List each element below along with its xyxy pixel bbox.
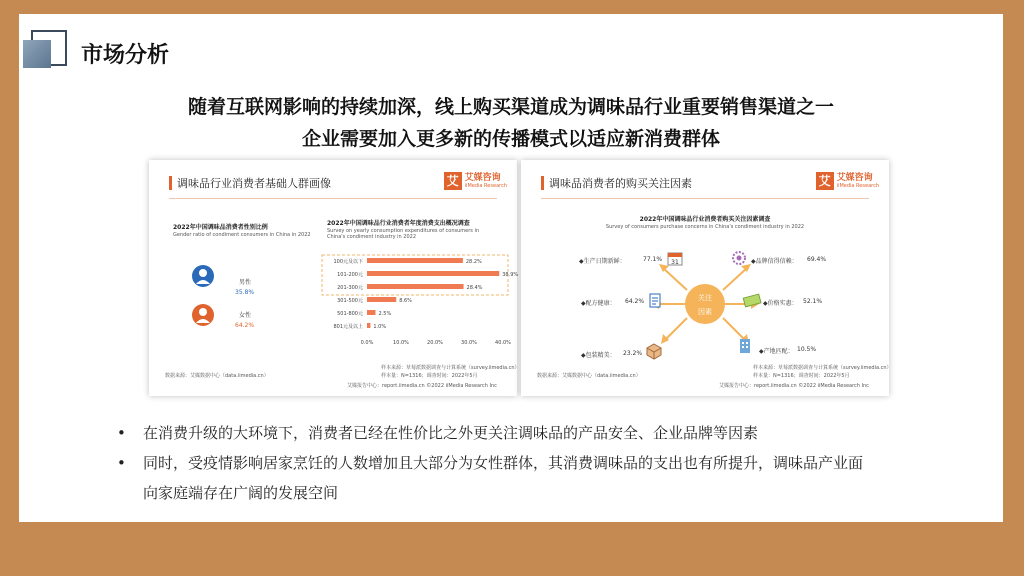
left-footer-note1: 样本来源：草莓派数据调查与计算系统（survey.iimedia.cn） xyxy=(381,365,520,371)
bar xyxy=(367,297,396,302)
money-icon xyxy=(743,292,761,308)
bar-category-label: 101-200元 xyxy=(337,272,363,278)
factor-freshness-label: ◆生产日期新鲜： xyxy=(579,258,626,265)
bar-category-label: 301-500元 xyxy=(337,298,363,304)
right-footer: 艾媒报告中心：report.iimedia.cn ©2022 iiMedia Research Inc xyxy=(719,383,869,389)
gear-icon xyxy=(731,250,747,266)
bullet-dot: • xyxy=(117,424,126,442)
bar xyxy=(367,310,376,315)
card-title-accent xyxy=(541,176,544,190)
right-source: 数据来源：艾媒数据中心（data.iimedia.cn） xyxy=(537,373,641,379)
bar-chart-subtitle: Survey on yearly consumption expenditures of consumers in China's condiment industry in 2022 xyxy=(327,228,480,240)
bullet-list xyxy=(117,418,977,508)
male-value: 35.8% xyxy=(235,289,255,296)
card-divider xyxy=(541,198,869,199)
bar-value-label: 28.2% xyxy=(465,259,482,265)
brand-name: 艾媒咨询 xyxy=(836,172,873,183)
factor-freshness-value: 77.1% xyxy=(643,256,663,263)
factor-chart-title: 2022年中国调味品行业消费者购买关注因素调查 xyxy=(639,216,771,223)
brand-logo-icon: 艾 xyxy=(444,172,462,190)
factor-center-circle xyxy=(685,284,725,324)
left-footer: 艾媒报告中心：report.iimedia.cn ©2022 iiMedia Research Inc xyxy=(347,383,497,389)
x-tick-label: 20.0% xyxy=(427,340,443,346)
right-footer-note2: 样本量：N=1316；调查时间：2022年5月 xyxy=(753,373,850,379)
male-label: 男性 xyxy=(239,279,252,286)
right-card-title: 调味品消费者的购买关注因素 xyxy=(549,177,692,190)
factor-chart-subtitle: Survey of consumers purchase concerns in China's condiment industry in 2022 xyxy=(605,224,805,230)
slide-subtitle-line2: 企业需要加入更多新的传播模式以适应新消费群体 xyxy=(301,128,720,150)
bullet-text-2-continued: 向家庭端存在广阔的发展空间 xyxy=(143,484,339,502)
factor-price-value: 52.1% xyxy=(803,298,823,305)
bar-chart-title: 2022年中国调味品行业消费者年度消费支出概况调查 xyxy=(327,220,470,227)
left-card-title: 调味品行业消费者基础人群画像 xyxy=(177,177,331,190)
bar xyxy=(367,258,463,263)
title-decoration-square xyxy=(23,40,51,68)
factor-formula-label: ◆配方健康： xyxy=(581,300,616,307)
brand-logo xyxy=(444,172,507,190)
bar xyxy=(367,284,464,289)
left-footer-note2: 样本量：N=1316；调查时间：2022年5月 xyxy=(381,373,478,379)
bar-category-label: 201-300元 xyxy=(337,285,363,291)
factor-price-label: ◆价格实惠： xyxy=(763,300,798,307)
right-chart-card xyxy=(521,160,892,396)
center-label-1: 关注 xyxy=(698,294,712,302)
gender-chart-subtitle: Gender ratio of condiment consumers in China in 2022 xyxy=(173,232,311,238)
svg-text:31: 31 xyxy=(671,259,679,266)
bar-value-label: 1.0% xyxy=(373,324,387,330)
gender-chart-title: 2022年中国调味品消费者性别比例 xyxy=(173,224,268,231)
x-tick-label: 40.0% xyxy=(495,340,511,346)
clipboard-icon xyxy=(647,292,663,308)
card-title-accent xyxy=(169,176,172,190)
bar-chart xyxy=(321,252,519,358)
bullet-text-2: 同时，受疫情影响居家烹饪的人数增加且大部分为女性群体，其消费调味品的支出也有所提升，调味品产业面 xyxy=(143,454,864,472)
brand-logo-icon: 艾 xyxy=(816,172,834,190)
bar xyxy=(367,323,370,328)
bullet-item xyxy=(117,448,977,478)
bar-category-label: 801元及以上 xyxy=(333,324,363,330)
box-icon xyxy=(645,342,663,360)
factor-packaging-value: 23.2% xyxy=(623,350,643,357)
factor-formula-value: 64.2% xyxy=(625,298,645,305)
factor-origin-value: 10.5% xyxy=(797,346,817,353)
card-divider xyxy=(169,198,497,199)
right-footer-note1: 样本来源：草莓派数据调查与计算系统（survey.iimedia.cn） xyxy=(753,365,892,371)
brand-en: iiMedia Research xyxy=(464,182,507,189)
male-person-icon xyxy=(191,264,215,288)
bar-category-label: 501-800元 xyxy=(337,311,363,317)
brand-logo xyxy=(816,172,879,190)
slide xyxy=(19,14,1003,522)
female-value: 64.2% xyxy=(235,322,255,329)
factor-brand-value: 69.4% xyxy=(807,256,827,263)
bar-value-label: 8.6% xyxy=(399,298,412,304)
factor-packaging-label: ◆包装精美： xyxy=(581,352,616,359)
x-tick-label: 10.0% xyxy=(393,340,409,346)
slide-title: 市场分析 xyxy=(81,43,170,68)
slide-subtitle-line1: 随着互联网影响的持续加深，线上购买渠道成为调味品行业重要销售渠道之一 xyxy=(187,96,834,118)
bar-value-label: 2.5% xyxy=(378,311,392,317)
factor-brand-label: ◆品牌信得信赖： xyxy=(751,258,798,265)
factor-origin-label: ◆产地匹配： xyxy=(759,348,794,355)
brand-en: iiMedia Research xyxy=(836,182,879,189)
bar-value-label: 38.9% xyxy=(502,272,519,278)
bullet-dot: • xyxy=(117,454,126,472)
left-chart-card xyxy=(149,160,520,396)
calendar-icon xyxy=(667,250,683,266)
center-label-2: 因素 xyxy=(698,308,712,316)
female-person-icon xyxy=(191,302,215,328)
bullet-item xyxy=(117,418,977,448)
female-label: 女性 xyxy=(239,312,252,319)
bar-category-label: 100元及以下 xyxy=(333,259,363,265)
bar xyxy=(367,271,499,276)
x-tick-label: 30.0% xyxy=(461,340,477,346)
bullet-text-1: 在消费升级的大环境下，消费者已经在性价比之外更关注调味品的产品安全、企业品牌等因素 xyxy=(143,424,759,442)
x-tick-label: 0.0% xyxy=(360,340,374,346)
left-source: 数据来源：艾媒数据中心（data.iimedia.cn） xyxy=(165,373,269,379)
brand-name: 艾媒咨询 xyxy=(464,172,501,183)
building-icon xyxy=(737,336,753,354)
bar-value-label: 28.4% xyxy=(466,285,483,291)
